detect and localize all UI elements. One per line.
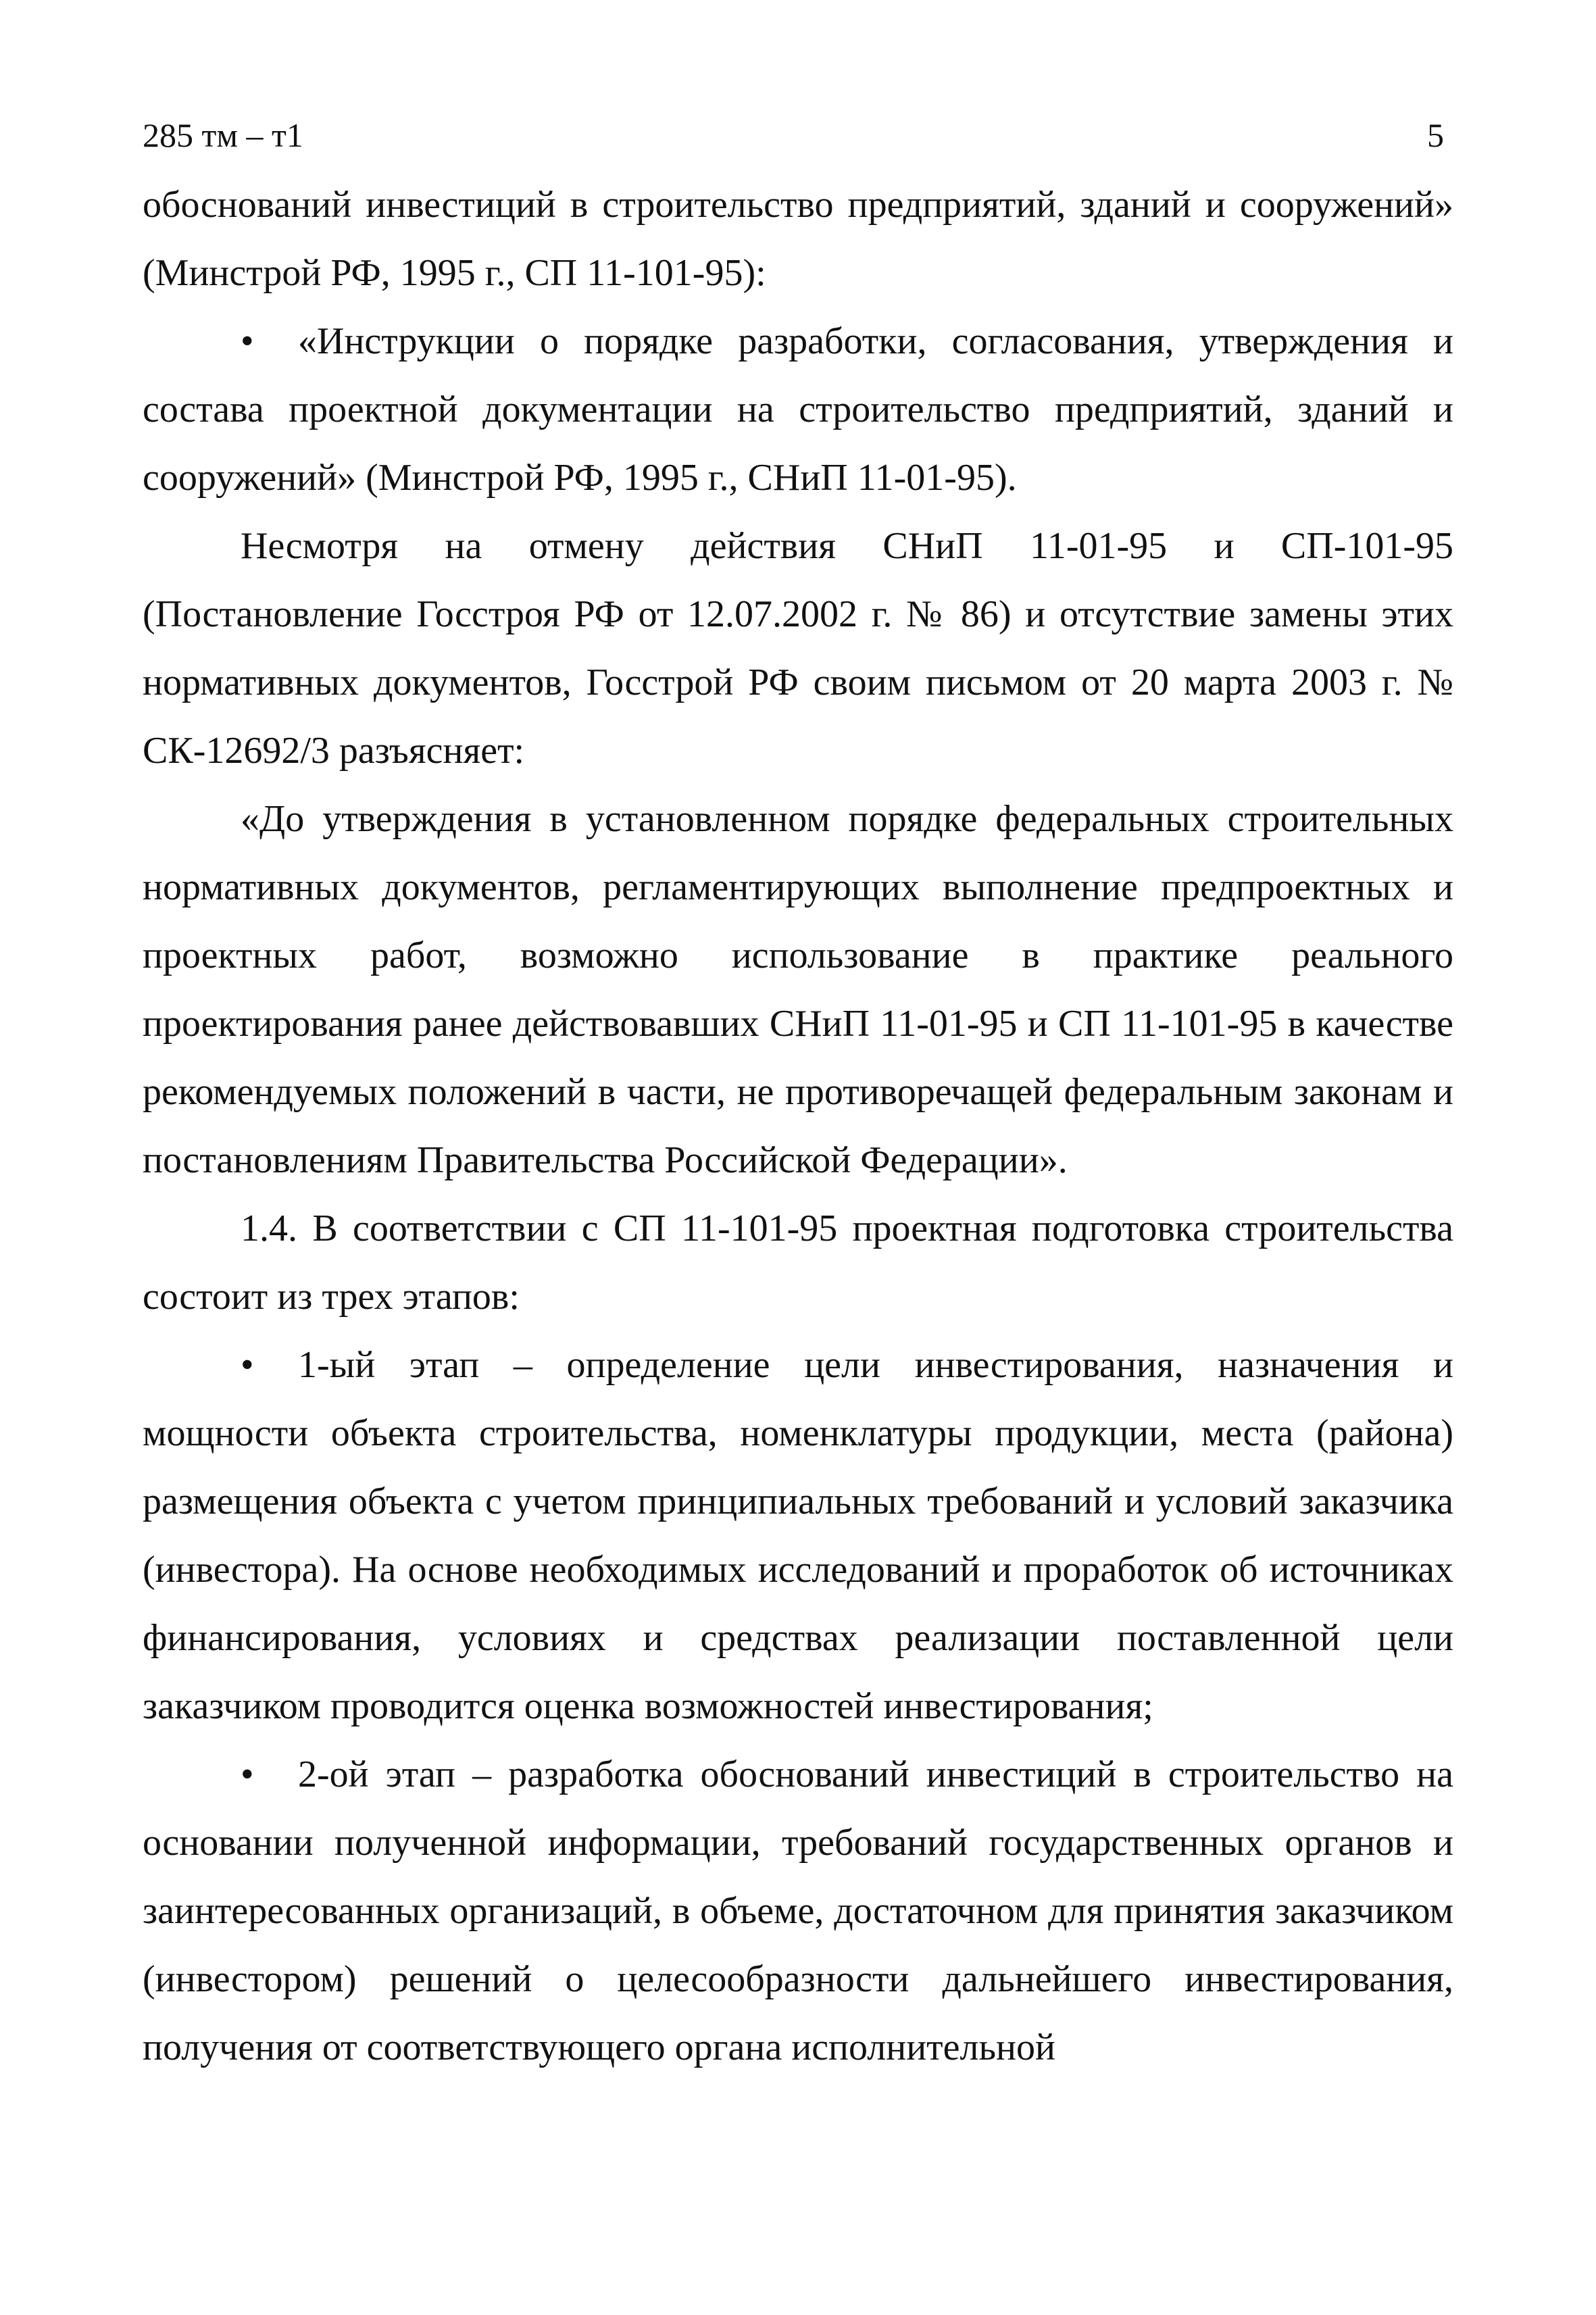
bullet-text: 1-ый этап – определение цели инвестирования, назначения и мощности объекта строительства, номенклатуры продукции, места (района) размещения объекта с учетом принципиальных требований и условий заказчика (инвестора). На основе необходимых исследований и проработок об источниках финансирования, условиях и средствах реализации поставленной цели заказчиком проводится оценка возможностей инвестирования; [143,1344,1453,1727]
page-number: 5 [1427,116,1444,154]
document-code: 285 тм – т1 [143,116,303,154]
section-paragraph: 1.4. В соответствии с СП 11-101-95 проектная подготовка строительства состоит из трех этапов: [143,1208,1453,1318]
quotation-paragraph: «До утверждения в установленном порядке федеральных строительных нормативных документов, регламентирующих выполнение предпроектных и проектных работ, возможно использование в практике реального проектирования ранее действовавших СНиП 11-01-95 и СП 11-101-95 в качестве рекомендуемых положений в части, не противоречащей федеральным законам и постановлениям Правительства Российской Федерации». [143,798,1453,1181]
bullet-icon: • [241,1753,254,1795]
bullet-text: 2-ой этап – разработка обоснований инвестиций в строительство на основании полученной информации, требований государственных органов и заинтересованных организаций, в объеме, достаточном для принятия заказчиком (инвестором) решений о целесообразности дальнейшего инвестирования, получения от соответствующего органа исполнительной [143,1753,1453,2068]
bullet-item [143,307,1453,512]
bullet-icon: • [241,1344,254,1386]
paragraph: Несмотря на отмену действия СНиП 11-01-95 и СП-101-95 (Постановление Госстроя РФ от 12.07.2002 г. № 86) и отсутствие замены этих нормативных документов, Госстрой РФ своим письмом от 20 марта 2003 г. № СК-12692/3 разъясняет: [143,525,1453,772]
bullet-item [143,1741,1453,2082]
paragraph-continuation: обоснований инвестиций в строительство предприятий, зданий и сооружений» (Минстрой РФ, 1995 г., СП 11-101-95): [143,184,1453,294]
document-body [143,171,1453,2082]
bullet-icon: • [241,320,254,362]
bullet-text: «Инструкции о порядке разработки, согласования, утверждения и состава проектной документации на строительство предприятий, зданий и сооружений» (Минстрой РФ, 1995 г., СНиП 11-01-95). [143,320,1453,499]
bullet-item [143,1331,1453,1741]
